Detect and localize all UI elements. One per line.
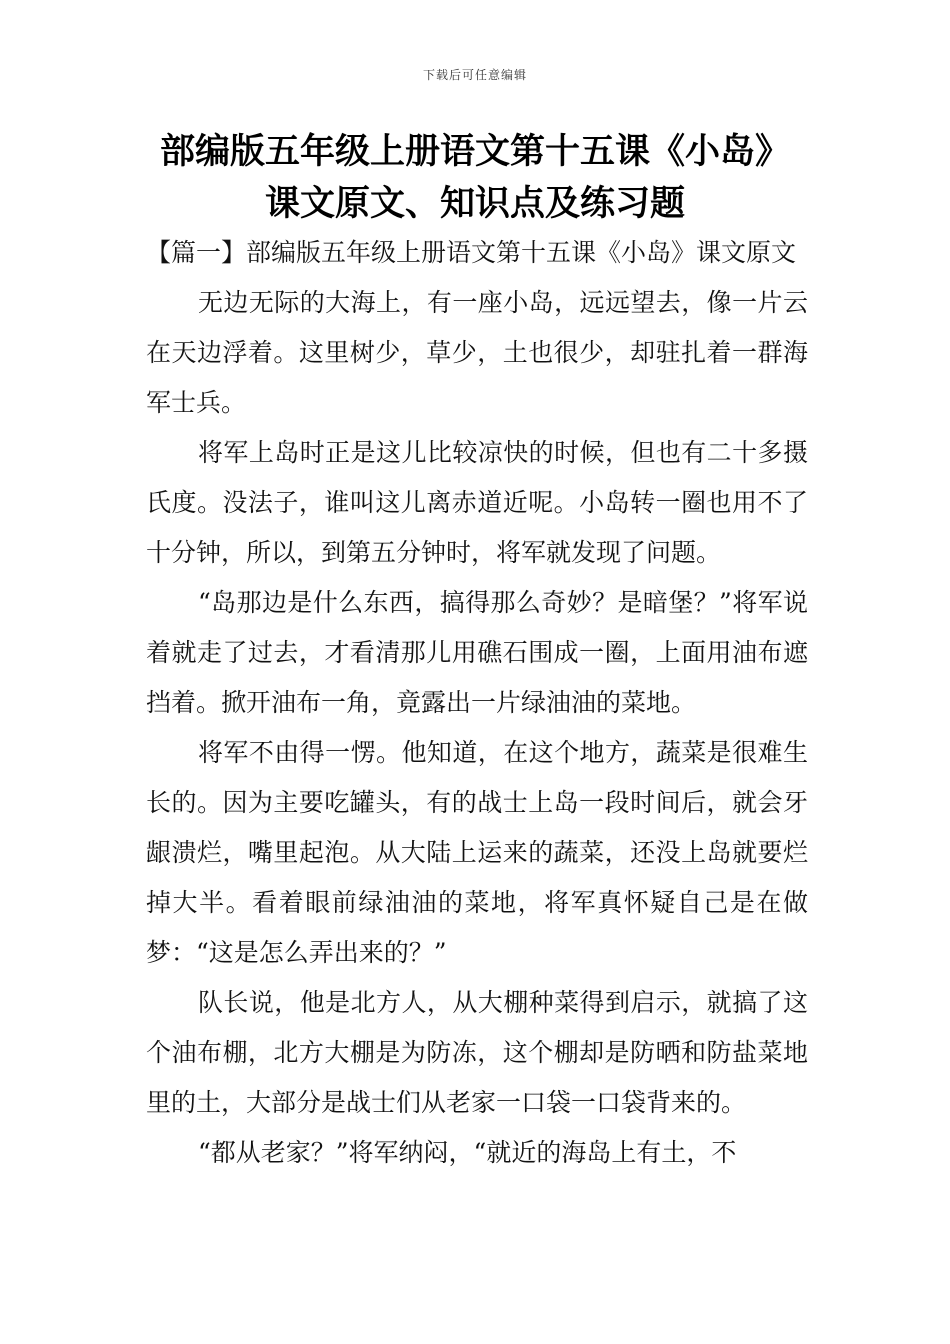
paragraph: “岛那边是什么东西，搞得那么奇妙？是暗堡？”将军说着就走了过去，才看清那儿用礁石围成一圈，上面用油布遮挡着。掀开油布一角，竟露出一片绿油油的菜地。 [146,588,808,717]
paragraph: 队长说，他是北方人，从大棚种菜得到启示，就搞了这个油布棚，北方大棚是为防冻，这个棚却是防晒和防盐菜地里的土，大部分是战士们从老家一口袋一口袋背来的。 [146,988,808,1117]
document-body [146,228,808,1178]
document-title [100,126,850,230]
title-line-2: 课文原文、知识点及练习题 [264,184,685,224]
paragraph: “都从老家？”将军纳闷，“就近的海岛上有土，不 [198,1138,737,1167]
paragraph: 将军不由得一愣。他知道，在这个地方，蔬菜是很难生长的。因为主要吃罐头，有的战士上岛一段时间后，就会牙龈溃烂，嘴里起泡。从大陆上运来的蔬菜，还没上岛就要烂掉大半。看着眼前绿油油的菜地，将军真怀疑自己是在做梦：“这是怎么弄出来的？” [146,738,808,967]
paragraph: 无边无际的大海上，有一座小岛，远远望去，像一片云在天边浮着。这里树少，草少，土也很少，却驻扎着一群海军士兵。 [146,288,808,417]
title-line-1: 部编版五年级上册语文第十五课《小岛》 [159,132,790,172]
paragraph: 将军上岛时正是这儿比较凉快的时候，但也有二十多摄氏度。没法子，谁叫这儿离赤道近呢。小岛转一圈也用不了十分钟，所以，到第五分钟时，将军就发现了问题。 [146,438,808,567]
header-note: 下载后可任意编辑 [422,68,527,82]
section-heading: 【篇一】部编版五年级上册语文第十五课《小岛》课文原文 [146,238,797,267]
